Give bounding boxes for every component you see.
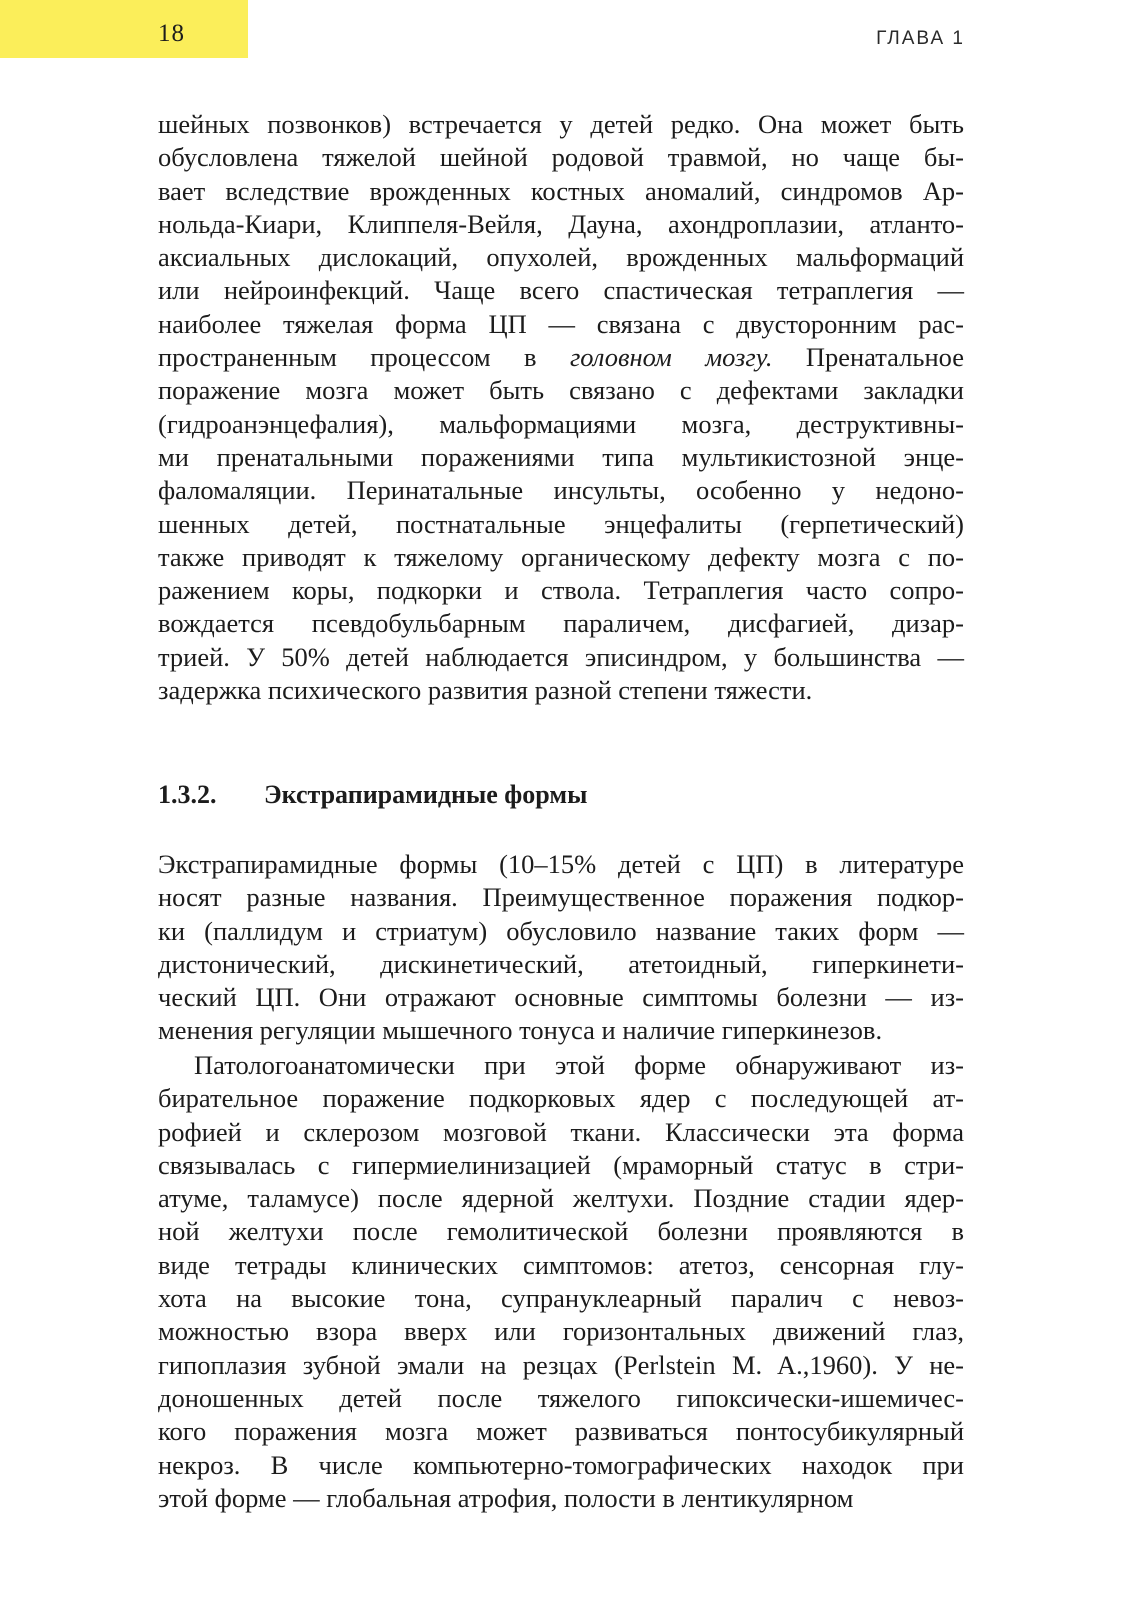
text-line: атуме, таламусе) после ядерной желтухи. Поздние стадии ядер- [158,1183,964,1214]
text-line: менения регуляции мышечного тонуса и наличие гиперкинезов. [158,1015,883,1046]
text-line: дистонический, дискинетический, атетоидный, гиперкинети- [158,948,964,979]
text-line: Экстрапирамидные формы (10–15% детей с ЦП) в литературе [158,849,964,879]
paragraph-1 [158,108,964,707]
text-line: наиболее тяжелая форма ЦП — связана с двусторонним рас- [158,308,964,339]
text-line: вает вследствие врожденных костных аномалий, синдромов Ар- [158,175,964,206]
text-line: ческий ЦП. Они отражают основные симптомы болезни — из- [158,982,964,1013]
text-line: связывалась с гипермиелинизацией (мраморный статус в стри- [158,1149,964,1180]
text-line: (гидроанэнцефалия), мальформациями мозга, деструктивны- [158,408,964,439]
text-line: поражение мозга может быть связано с дефектами закладки [158,375,964,406]
section-number: 1.3.2. [158,780,217,809]
text-line: задержка психического развития разной степени тяжести. [158,675,813,706]
text-line: трией. У 50% детей наблюдается эписиндром, у большинства — [158,641,964,672]
text-line: виде тетрады клинических симптомов: атетоз, сенсорная глу- [158,1249,964,1280]
text-line: шенных детей, постнатальные энцефалиты (герпетический) [158,508,964,539]
section-title: Экстрапирамидные формы [264,780,588,809]
paragraph-2 [158,848,964,1048]
text-line: рофией и склерозом мозговой ткани. Классически эта форма [158,1116,964,1147]
text-line: некроз. В числе компьютерно-томографических находок при [158,1449,964,1480]
text-line: ной желтухи после гемолитической болезни проявляются в [158,1216,964,1247]
text-line: этой форме — глобальная атрофия, полости в лентикулярном [158,1482,854,1513]
page-number-highlight [0,0,248,58]
running-head-chapter: ГЛАВА 1 [876,28,965,49]
text-line: шейных позвонков) встречается у детей редко. Она может быть [158,109,964,139]
text-line: обусловлена тяжелой шейной родовой травмой, но чаще бы- [158,142,964,173]
text-line: носят разные названия. Преимущественное поражения подкор- [158,882,964,913]
section-heading [158,780,587,810]
text-run: Пренатальное [772,342,964,373]
text-line: кого поражения мозга может развиваться понтосубикулярный [158,1416,964,1447]
text-line: вождается псевдобульбарным параличем, дисфагией, дизар- [158,608,964,639]
text-line: бирательное поражение подкорковых ядер с последующей ат- [158,1083,964,1114]
text-line: аксиальных дислокаций, опухолей, врожденных мальформаций [158,242,964,273]
text-line: Патологоанатомически при этой форме обнаруживают из- [194,1050,964,1080]
text-line [158,341,964,374]
text-line: ми пренатальными поражениями типа мультикистозной энце- [158,441,964,472]
text-line: хота на высокие тона, супрануклеарный паралич с невоз- [158,1283,964,1314]
text-line: нольда-Киари, Клиппеля-Вейля, Дауна, ахондроплазии, атланто- [158,208,964,239]
text-line: фаломаляции. Перинатальные инсульты, особенно у недоно- [158,475,964,506]
italic-term: головном мозгу. [569,342,773,373]
text-run: пространенным процессом в [158,342,570,373]
text-line: доношенных детей после тяжелого гипоксически-ишемичес- [158,1382,964,1413]
text-line: ражением коры, подкорки и ствола. Тетраплегия часто сопро- [158,575,964,606]
text-line: гипоплазия зубной эмали на резцах (Perlstein M. A.,1960). У не- [158,1349,964,1380]
text-line: также приводят к тяжелому органическому дефекту мозга с по- [158,541,964,572]
text-line: или нейроинфекций. Чаще всего спастическая тетраплегия — [158,275,964,306]
text-line: ки (паллидум и стриатум) обусловило название таких форм — [158,915,964,946]
paragraph-3 [158,1049,964,1515]
text-line: можностью взора вверх или горизонтальных движений глаз, [158,1316,964,1347]
page-number: 18 [158,20,185,47]
